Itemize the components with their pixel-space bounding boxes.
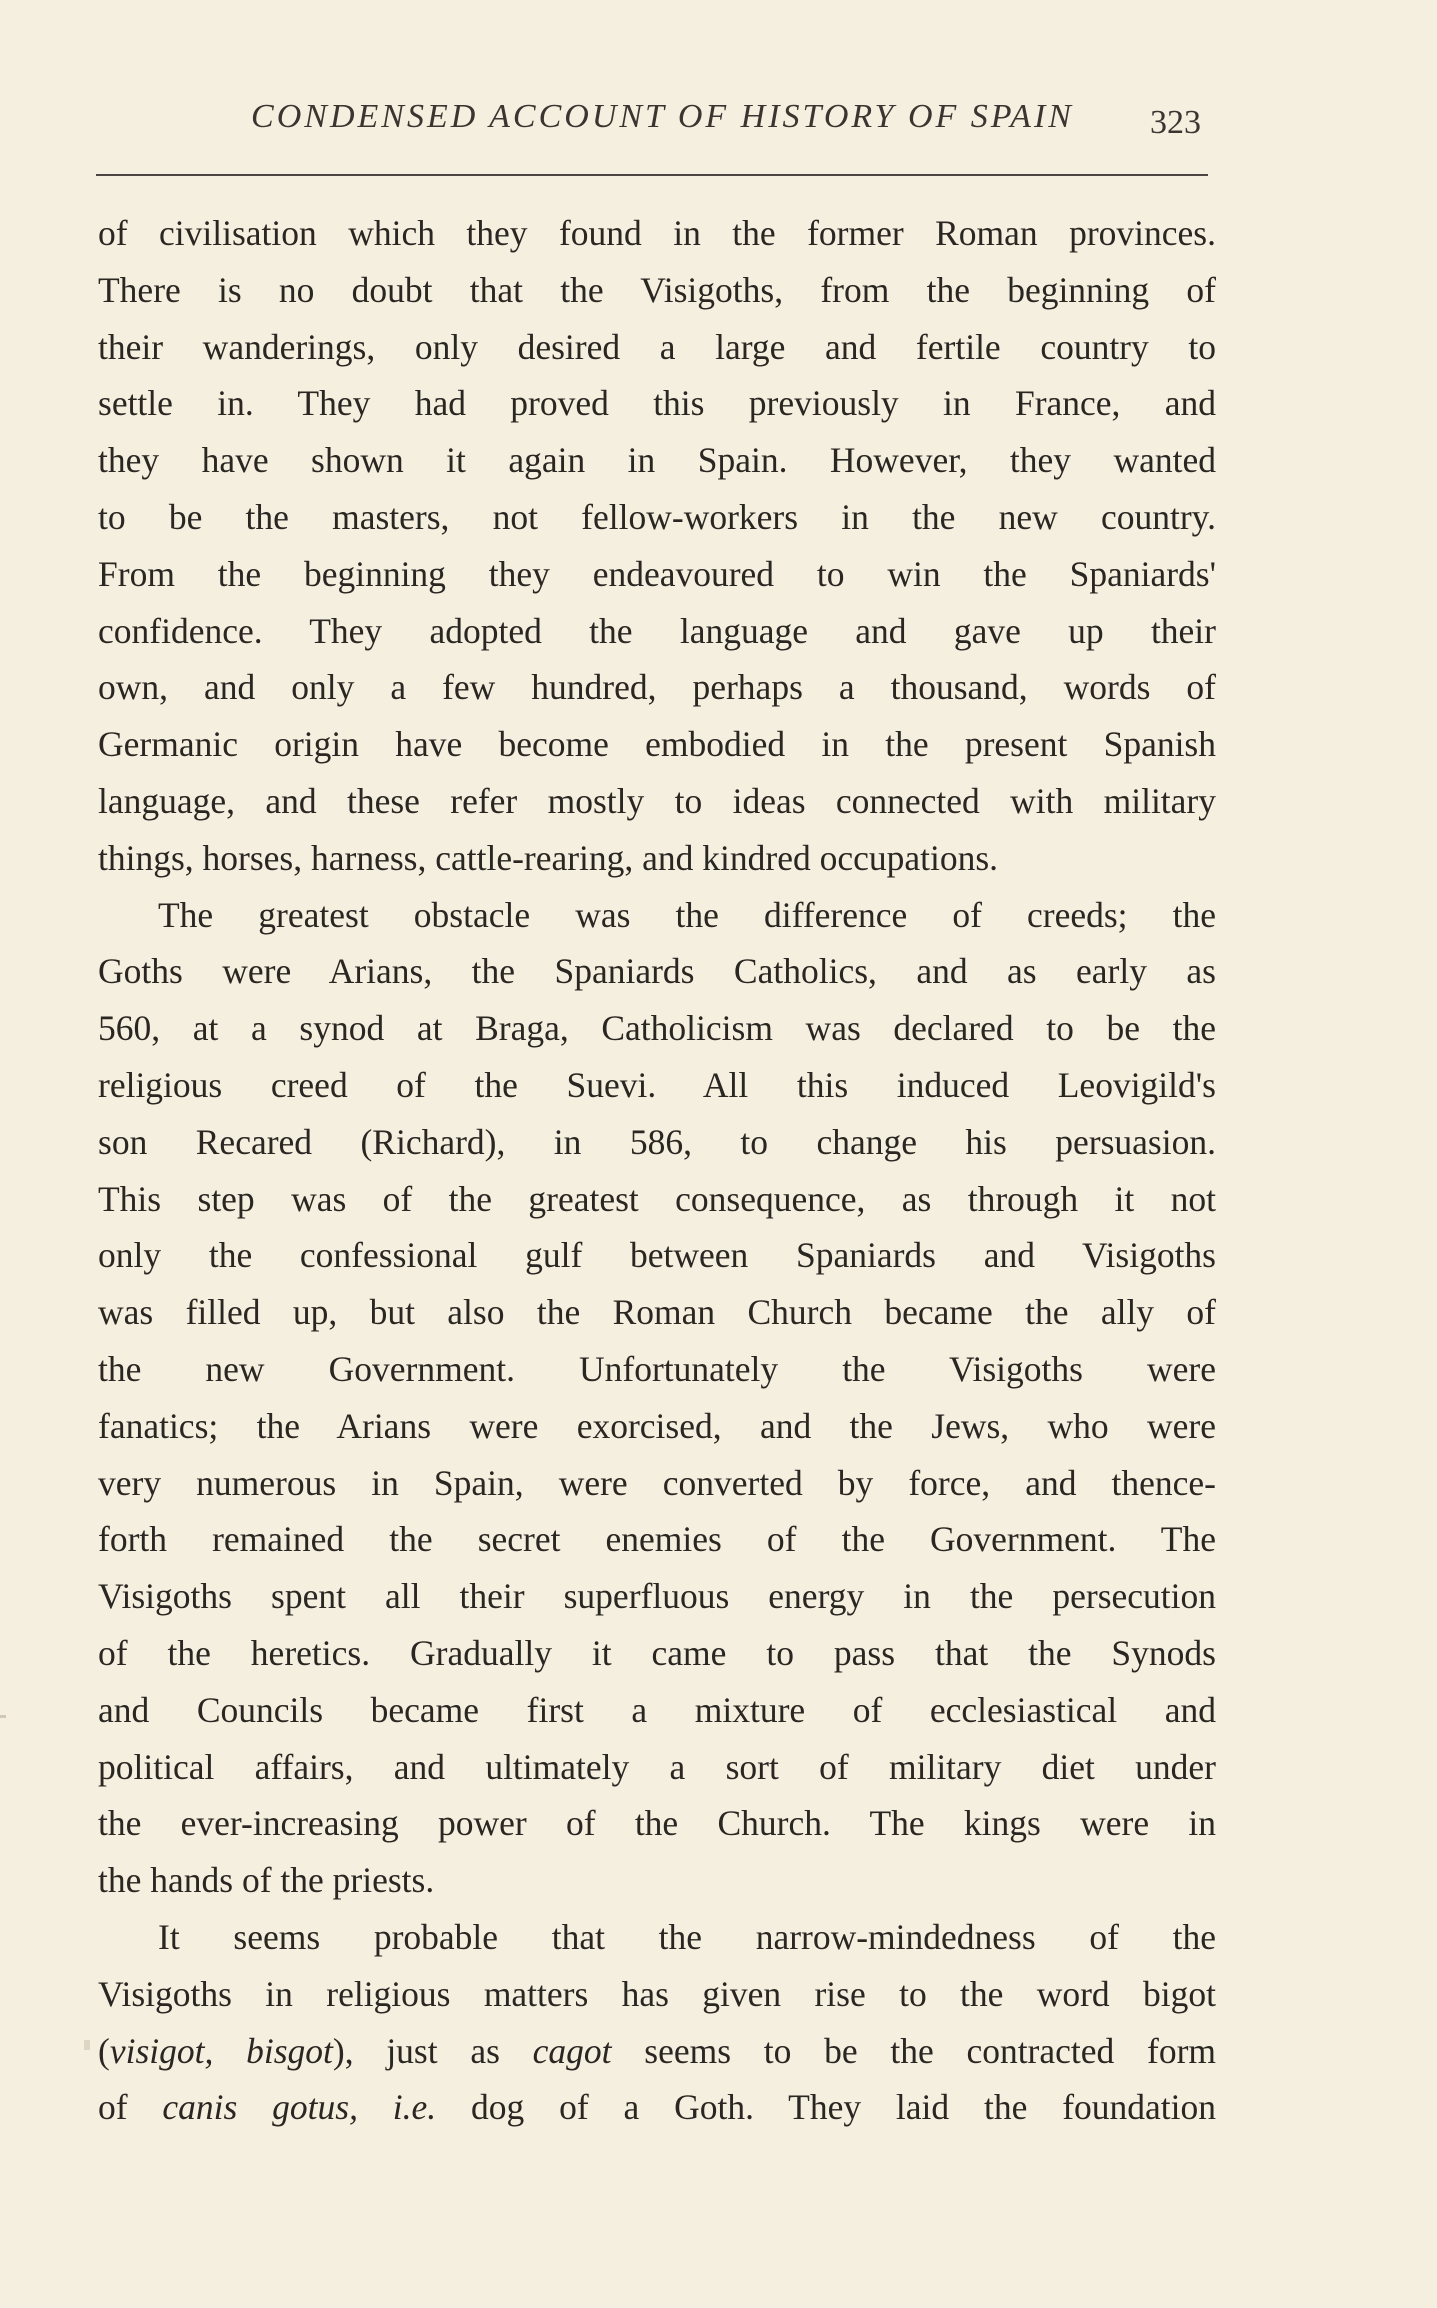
text-line: to be the masters, not fellow-workers in the new country. [98, 496, 1216, 537]
text-line: language, and these refer mostly to ideas connected with military [98, 780, 1216, 821]
text-line: settle in. They had proved this previously in France, and [98, 383, 1216, 424]
text-line: forth remained the secret enemies of the Government. The [98, 1519, 1216, 1560]
text-line: This step was of the greatest consequence, as through it not [98, 1178, 1216, 1219]
text-line: the new Government. Unfortunately the Visigoths were [98, 1348, 1216, 1389]
text-line: Goths were Arians, the Spaniards Catholics, and as early as [98, 951, 1216, 992]
text-line: fanatics; the Arians were exorcised, and the Jews, who were [98, 1405, 1216, 1446]
text-line: the hands of the priests. [98, 1860, 435, 1901]
text-line: Visigoths in religious matters has given rise to the word bigot [98, 1973, 1216, 2014]
page-number: 323 [1150, 104, 1201, 141]
text-line: of the heretics. Gradually it came to pass that the Synods [98, 1632, 1216, 1673]
text-line: 560, at a synod at Braga, Catholicism was declared to be the [98, 1008, 1216, 1049]
italic-text: visigot, bisgot [109, 2030, 333, 2071]
text-line: own, and only a few hundred, perhaps a thousand, words of [98, 667, 1216, 708]
text-line [98, 2079, 1216, 2136]
text-line: Visigoths spent all their superfluous energy in the persecution [98, 1576, 1216, 1617]
text-line: religious creed of the Suevi. All this induced Leovigild's [98, 1064, 1216, 1105]
text-line: they have shown it again in Spain. However, they wanted [98, 440, 1216, 481]
text-line: only the confessional gulf between Spaniards and Visigoths [98, 1235, 1216, 1276]
text-line: son Recared (Richard), in 586, to change his persuasion. [98, 1121, 1216, 1162]
text-line: confidence. They adopted the language and gave up their [98, 610, 1216, 651]
margin-mark [84, 2040, 90, 2050]
running-head: CONDENSED ACCOUNT OF HISTORY OF SPAIN [251, 98, 1074, 135]
text-line [98, 2023, 1216, 2080]
text-line: their wanderings, only desired a large and fertile country to [98, 326, 1216, 367]
text-line: political affairs, and ultimately a sort of military diet under [98, 1746, 1216, 1787]
text-line: Germanic origin have become embodied in the present Spanish [98, 724, 1216, 765]
italic-text: cagot [532, 2030, 612, 2071]
text-line: of civilisation which they found in the former Roman provinces. [98, 213, 1216, 253]
text-line: was filled up, but also the Roman Church became the ally of [98, 1292, 1216, 1333]
header-rule [96, 174, 1208, 176]
text-run: ), just as [332, 2030, 533, 2071]
text-line: There is no doubt that the Visigoths, from the beginning of [98, 269, 1216, 310]
text-line: From the beginning they endeavoured to win the Spaniards' [98, 553, 1216, 594]
text-run: dog of a Goth. They laid the foundation [436, 2087, 1216, 2128]
text-run: seems to be the contracted form [611, 2030, 1217, 2071]
italic-text: canis gotus, i.e. [162, 2087, 437, 2128]
text-line: the ever-increasing power of the Church. The kings were in [98, 1803, 1216, 1844]
paragraph-first-line: The greatest obstacle was the difference of creeds; the [158, 894, 1216, 935]
text-run: ( [98, 2030, 110, 2071]
margin-mark [0, 1715, 6, 1718]
text-line: things, horses, harness, cattle-rearing, and kindred occupations. [98, 837, 999, 878]
body-text [98, 205, 1216, 2136]
text-line: very numerous in Spain, were converted by force, and thence- [98, 1462, 1216, 1503]
text-run: of [98, 2087, 163, 2128]
text-line: and Councils became first a mixture of ecclesiastical and [98, 1689, 1216, 1730]
paragraph-first-line: It seems probable that the narrow-mindedness of the [158, 1916, 1216, 1957]
